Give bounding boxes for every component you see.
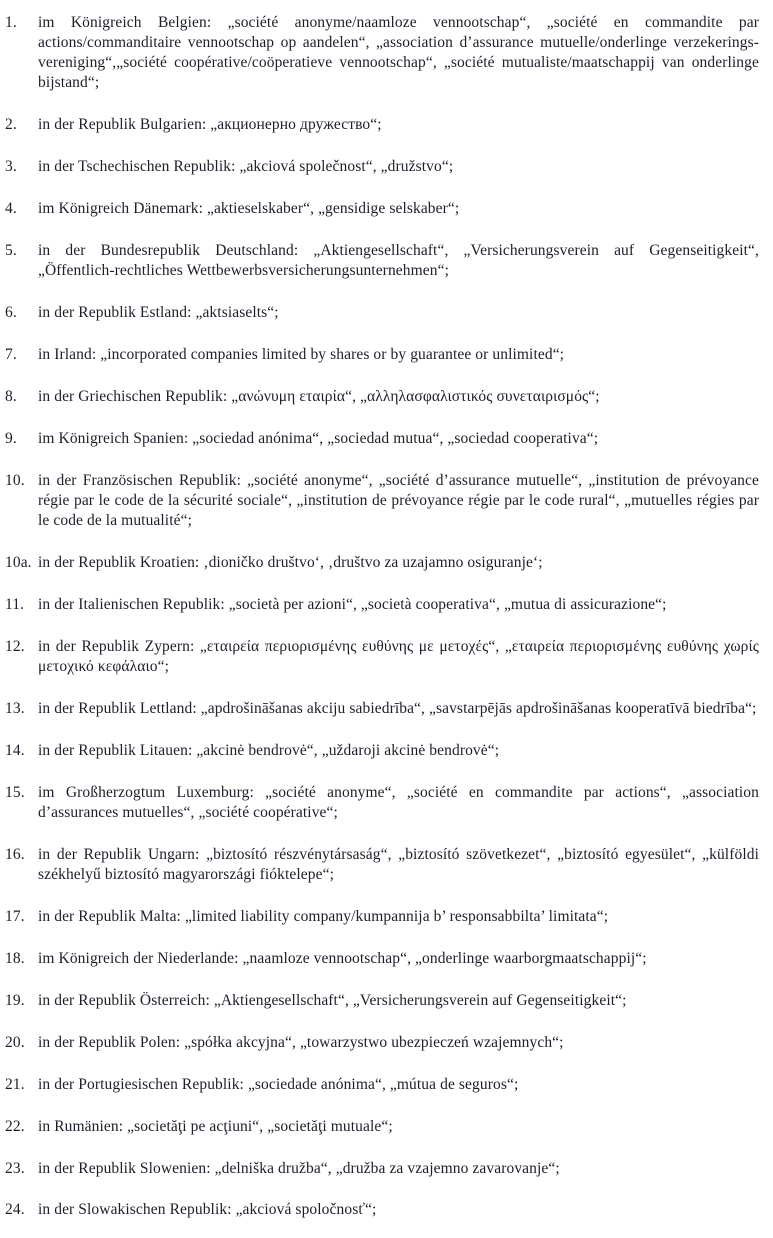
item-number: 17. bbox=[5, 907, 25, 925]
list-item bbox=[0, 13, 767, 93]
item-number: 9. bbox=[5, 429, 17, 447]
list-item bbox=[0, 199, 767, 219]
item-number: 21. bbox=[5, 1075, 25, 1093]
list-item bbox=[0, 1159, 767, 1179]
item-number: 24. bbox=[5, 1201, 25, 1219]
item-number: 7. bbox=[5, 345, 17, 363]
item-text: in der Republik Estland: „aktsiaselts“; bbox=[38, 303, 279, 321]
list-item bbox=[0, 1033, 767, 1053]
list-item bbox=[0, 595, 767, 615]
item-number: 15. bbox=[5, 783, 25, 801]
item-text: in der Republik Malta: „limited liability company/kumpannija b’ responsabbilta’ limitata“; bbox=[38, 907, 609, 925]
item-text: in der Italienischen Republik: „società per azioni“, „società cooperativa“, „mutua di assicurazione“; bbox=[38, 595, 667, 613]
item-number: 18. bbox=[5, 949, 25, 967]
item-number: 2. bbox=[5, 115, 17, 133]
list-item bbox=[0, 637, 767, 677]
item-text: in der Tschechischen Republik: „akciová společnost“, „družstvo“; bbox=[38, 157, 454, 175]
item-number: 3. bbox=[5, 157, 17, 175]
item-text: in der Republik Kroatien: ‚dioničko društvo‘, ‚društvo za uzajamno osiguranje‘; bbox=[38, 553, 543, 571]
item-text: in der Französischen Republik: „société anonyme“, „société d’assurance mutuelle“, „institution de prévoyance régie par le code de la sécurité sociale“, „institution de prévoyance régie par le code rural“, „mutuelles régies par le code de la mutualité“; bbox=[38, 471, 759, 529]
list-item bbox=[0, 907, 767, 927]
item-text: in Rumänien: „societăţi pe acţiuni“, „societăţi mutuale“; bbox=[38, 1117, 393, 1135]
item-number: 5. bbox=[5, 241, 17, 259]
list-item bbox=[0, 553, 767, 573]
list-item bbox=[0, 741, 767, 761]
item-text: im Königreich Spanien: „sociedad anónima“, „sociedad mutua“, „sociedad cooperativa“; bbox=[38, 429, 599, 447]
item-text: in Irland: „incorporated companies limited by shares or by guarantee or unlimited“; bbox=[38, 345, 565, 363]
item-text: in der Republik Slowenien: „delniška družba“, „družba za vzajemno zavarovanje“; bbox=[38, 1159, 560, 1177]
list-item bbox=[0, 387, 767, 407]
item-number: 10a. bbox=[5, 553, 32, 571]
item-text: in der Republik Österreich: „Aktiengesellschaft“, „Versicherungsverein auf Gegenseitigkeit“; bbox=[38, 991, 627, 1009]
item-number: 23. bbox=[5, 1159, 25, 1177]
item-number: 12. bbox=[5, 637, 25, 655]
list-item bbox=[0, 699, 767, 719]
list-item bbox=[0, 429, 767, 449]
list-item bbox=[0, 471, 767, 531]
item-text: in der Griechischen Republik: „ανώνυμη εταιρία“, „αλληλασφαλιστικός συνεταιρισμός“; bbox=[38, 387, 600, 405]
item-number: 19. bbox=[5, 991, 25, 1009]
list-item bbox=[0, 115, 767, 135]
item-text: in der Republik Polen: „spółka akcyjna“, „towarzystwo ubezpieczeń wzajemnych“; bbox=[38, 1033, 564, 1051]
item-number: 16. bbox=[5, 845, 25, 863]
item-text: im Königreich der Niederlande: „naamloze vennootschap“, „onderlinge waarborgmaatschappij“; bbox=[38, 949, 647, 967]
item-number: 1. bbox=[5, 14, 17, 31]
item-number: 20. bbox=[5, 1033, 25, 1051]
member-state-legal-forms-list bbox=[0, 13, 767, 1220]
list-item bbox=[0, 157, 767, 177]
item-text: im Königreich Dänemark: „aktieselskaber“, „gensidige selskaber“; bbox=[38, 199, 460, 217]
item-text: in der Republik Zypern: „εταιρεία περιορισμένης ευθύνης με μετοχές“, „εταιρεία περιορισμένης ευθύνης χωρίς μετοχικό κεφάλαιο“; bbox=[38, 637, 759, 675]
list-item bbox=[0, 949, 767, 969]
item-text: im Königreich Belgien: „société anonyme/naamloze vennootschap“, „société en commandite par actions/commanditaire vennootschap op aandelen“, „association d’assurance mutuelle/onderlinge verzekerings-vereniging“,„société coopérative/coöperatieve vennootschap“, „société mutualiste/maatschappij van onderlinge bijstand“; bbox=[38, 14, 759, 91]
list-item bbox=[0, 345, 767, 365]
item-number: 8. bbox=[5, 387, 17, 405]
item-number: 13. bbox=[5, 699, 25, 717]
item-text: in der Bundesrepublik Deutschland: „Aktiengesellschaft“, „Versicherungsverein auf Gegenseitigkeit“, „Öffentlich-rechtliches Wettbewerbsversicherungsunternehmen“; bbox=[38, 241, 759, 279]
list-item bbox=[0, 783, 767, 823]
item-text: in der Portugiesischen Republik: „sociedade anónima“, „mútua de seguros“; bbox=[38, 1075, 519, 1093]
list-item bbox=[0, 1075, 767, 1095]
item-number: 10. bbox=[5, 471, 25, 489]
list-item bbox=[0, 1200, 767, 1220]
item-text: im Großherzogtum Luxemburg: „société anonyme“, „société en commandite par actions“, „association d’assurances mutuelles“, „société coopérative“; bbox=[38, 783, 759, 821]
item-text: in der Republik Ungarn: „biztosító részvénytársaság“, „biztosító szövetkezet“, „biztosító egyesület“, „külföldi székhelyű biztosító magyarországi fióktelepe“; bbox=[38, 845, 759, 883]
item-text: in der Slowakischen Republik: „akciová spoločnosť“; bbox=[38, 1201, 377, 1219]
list-item bbox=[0, 303, 767, 323]
list-item bbox=[0, 241, 767, 281]
list-item bbox=[0, 991, 767, 1011]
item-number: 11. bbox=[5, 595, 25, 613]
item-number: 14. bbox=[5, 741, 25, 759]
item-number: 6. bbox=[5, 303, 17, 321]
item-number: 4. bbox=[5, 199, 17, 217]
item-text: in der Republik Lettland: „apdrošināšanas akciju sabiedrība“, „savstarpējās apdrošināšanas kooperatīvā biedrība“; bbox=[38, 699, 757, 717]
list-item bbox=[0, 1117, 767, 1137]
list-item bbox=[0, 845, 767, 885]
item-number: 22. bbox=[5, 1117, 25, 1135]
item-text: in der Republik Bulgarien: „акционерно дружество“; bbox=[38, 115, 382, 133]
item-text: in der Republik Litauen: „akcinė bendrovė“, „uždaroji akcinė bendrovė“; bbox=[38, 741, 500, 759]
